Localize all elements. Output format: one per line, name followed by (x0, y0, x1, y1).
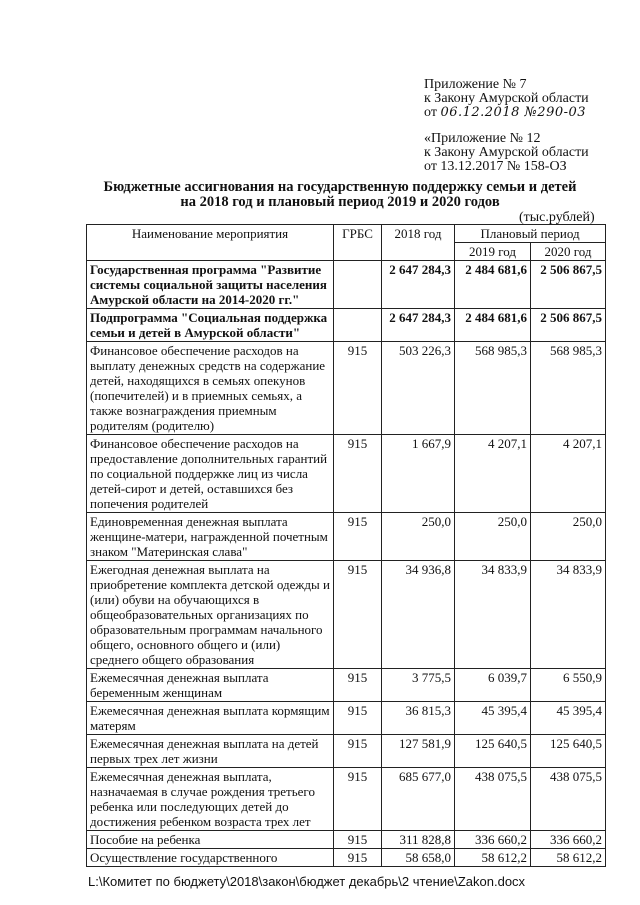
row-grbs-cell: 915 (334, 735, 382, 768)
row-2018-cell: 2 647 284,3 (382, 309, 455, 342)
row-2020-cell: 6 550,9 (531, 669, 606, 702)
row-name-cell: Финансовое обеспечение расходов на выплату денежных средств на содержание детей, находящихся в семьях опекунов (попечителей) и в приемных семьях, а также вознаграждения приемным родителям (родителю) (87, 342, 334, 435)
row-2019-cell: 34 833,9 (455, 561, 531, 669)
table-row (87, 849, 606, 867)
row-2018-cell: 250,0 (382, 513, 455, 561)
row-grbs-cell: 915 (334, 342, 382, 435)
row-2018-cell: 3 775,5 (382, 669, 455, 702)
table-row (87, 735, 606, 768)
title-line-2: на 2018 год и плановый период 2019 и 2020 годов (180, 194, 500, 210)
row-2019-cell: 2 484 681,6 (455, 261, 531, 309)
row-2018-cell: 311 828,8 (382, 831, 455, 849)
row-2020-cell: 250,0 (531, 513, 606, 561)
title-line-1: Бюджетные ассигнования на государственную поддержку семьи и детей (103, 179, 577, 195)
table-row (87, 669, 606, 702)
header-2019: 2019 год (455, 243, 531, 261)
row-2018-cell: 685 677,0 (382, 768, 455, 831)
annex-law: к Закону Амурской области (424, 91, 589, 106)
row-name-cell: Государственная программа "Развитие системы социальной защиты населения Амурской области на 2014-2020 гг." (87, 261, 334, 309)
row-2020-cell: 2 506 867,5 (531, 309, 606, 342)
row-grbs-cell (334, 309, 382, 342)
row-name-cell: Ежемесячная денежная выплата на детей первых трех лет жизни (87, 735, 334, 768)
row-2020-cell: 4 207,1 (531, 435, 606, 513)
row-name-cell: Ежемесячная денежная выплата кормящим матерям (87, 702, 334, 735)
row-2019-cell: 2 484 681,6 (455, 309, 531, 342)
row-grbs-cell: 915 (334, 513, 382, 561)
table-row (87, 513, 606, 561)
row-2019-cell: 336 660,2 (455, 831, 531, 849)
header-2020: 2020 год (531, 243, 606, 261)
row-2019-cell: 58 612,2 (455, 849, 531, 867)
row-2020-cell: 125 640,5 (531, 735, 606, 768)
annex-block (424, 78, 589, 120)
row-2019-cell: 4 207,1 (455, 435, 531, 513)
row-2019-cell: 438 075,5 (455, 768, 531, 831)
document-title (60, 180, 620, 210)
row-2020-cell: 336 660,2 (531, 831, 606, 849)
handwritten-date-number: 06.12.2018 №290-03 (440, 105, 587, 120)
header-2018: 2018 год (382, 225, 455, 261)
row-2018-cell: 36 815,3 (382, 702, 455, 735)
table-row (87, 435, 606, 513)
table-row (87, 768, 606, 831)
row-2020-cell: 58 612,2 (531, 849, 606, 867)
row-2020-cell: 34 833,9 (531, 561, 606, 669)
previous-annex-law: к Закону Амурской области (424, 145, 589, 160)
row-2020-cell: 45 395,4 (531, 702, 606, 735)
row-name-cell: Подпрограмма "Социальная поддержка семьи и детей в Амурской области" (87, 309, 334, 342)
table-row (87, 342, 606, 435)
row-name-cell: Единовременная денежная выплата женщине-матери, награжденной почетным знаком "Материнская слава" (87, 513, 334, 561)
row-2019-cell: 125 640,5 (455, 735, 531, 768)
table-row (87, 831, 606, 849)
row-2018-cell: 503 226,3 (382, 342, 455, 435)
row-grbs-cell: 915 (334, 768, 382, 831)
row-2019-cell: 6 039,7 (455, 669, 531, 702)
row-2019-cell: 250,0 (455, 513, 531, 561)
row-2018-cell: 58 658,0 (382, 849, 455, 867)
units-label: (тыс.рублей) (519, 210, 595, 225)
row-grbs-cell: 915 (334, 561, 382, 669)
header-grbs: ГРБС (334, 225, 382, 261)
header-planned-period: Плановый период (455, 225, 606, 243)
table-row (87, 261, 606, 309)
row-2020-cell: 2 506 867,5 (531, 261, 606, 309)
header-name: Наименование мероприятия (87, 225, 334, 261)
row-grbs-cell: 915 (334, 702, 382, 735)
row-2020-cell: 438 075,5 (531, 768, 606, 831)
row-2020-cell: 568 985,3 (531, 342, 606, 435)
previous-annex-date: от 13.12.2017 № 158-ОЗ (424, 159, 567, 174)
budget-table (86, 224, 606, 867)
row-2019-cell: 568 985,3 (455, 342, 531, 435)
table-row (87, 561, 606, 669)
annex-date-prefix: от (424, 105, 437, 120)
row-grbs-cell: 915 (334, 669, 382, 702)
row-name-cell: Осуществление государственного (87, 849, 334, 867)
row-grbs-cell: 915 (334, 831, 382, 849)
table-row (87, 309, 606, 342)
table-row (87, 702, 606, 735)
row-grbs-cell: 915 (334, 435, 382, 513)
row-name-cell: Ежемесячная денежная выплата беременным женщинам (87, 669, 334, 702)
row-2018-cell: 127 581,9 (382, 735, 455, 768)
row-name-cell: Ежемесячная денежная выплата, назначаемая в случае рождения третьего ребенка или последующих детей до достижения ребенком возраста трех лет (87, 768, 334, 831)
row-name-cell: Пособие на ребенка (87, 831, 334, 849)
row-grbs-cell (334, 261, 382, 309)
row-grbs-cell: 915 (334, 849, 382, 867)
row-2018-cell: 2 647 284,3 (382, 261, 455, 309)
annex-date-line (424, 106, 589, 120)
row-2018-cell: 34 936,8 (382, 561, 455, 669)
row-2019-cell: 45 395,4 (455, 702, 531, 735)
row-name-cell: Ежегодная денежная выплата на приобретение комплекта детской одежды и (или) обуви на обучающихся в общеобразовательных организациях по образовательным программам начального общего, основного общего и (или) среднего общего образования (87, 561, 334, 669)
file-path-footer: L:\Комитет по бюджету\2018\закон\бюджет декабрь\2 чтение\Zakon.docx (88, 874, 526, 889)
table-header-row (87, 225, 606, 243)
previous-annex-number: «Приложение № 12 (424, 131, 541, 146)
row-2018-cell: 1 667,9 (382, 435, 455, 513)
previous-annex-block (424, 132, 589, 174)
row-name-cell: Финансовое обеспечение расходов на предоставление дополнительных гарантий по социальной поддержке лиц из числа детей-сирот и детей, оставшихся без попечения родителей (87, 435, 334, 513)
annex-number: Приложение № 7 (424, 77, 527, 92)
